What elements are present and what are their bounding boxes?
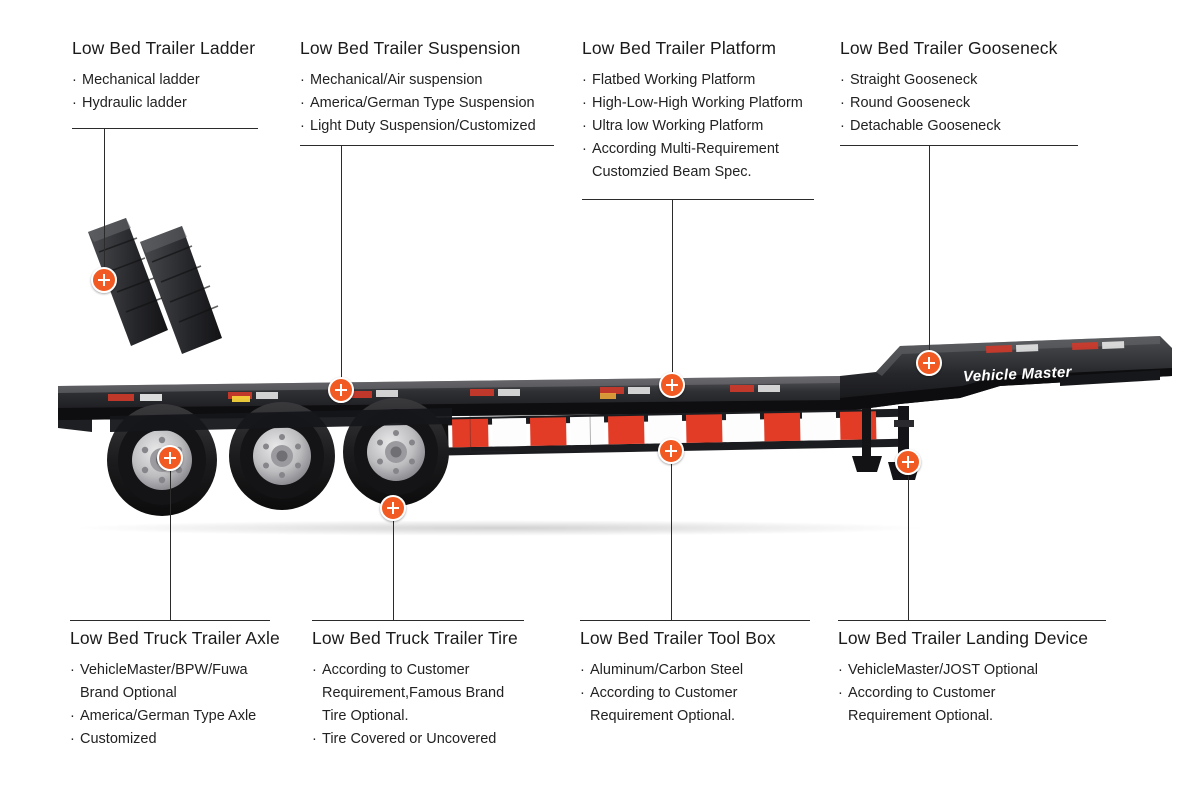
leader-rule-platform — [582, 199, 814, 200]
list-item-text: Detachable Gooseneck — [850, 118, 1001, 134]
bullet-dot: · — [312, 731, 317, 747]
bullet-dot: · — [582, 72, 587, 88]
list-item-text: America/German Type Axle — [80, 708, 257, 724]
list-item-continuation — [580, 705, 776, 728]
list-item-text: Requirement,Famous Brand — [322, 685, 505, 701]
list-item-text: Round Gooseneck — [850, 95, 971, 111]
hotspot-platform[interactable] — [659, 372, 685, 398]
list-item — [838, 659, 1088, 682]
list-item-text: Requirement Optional. — [848, 708, 994, 724]
callout-list-gooseneck — [840, 69, 1057, 138]
callout-axle — [70, 628, 280, 751]
leader-rule-toolbox — [580, 620, 810, 621]
list-item-text: According to Customer — [590, 685, 738, 701]
list-item — [300, 115, 536, 138]
leader-rule-axle — [70, 620, 270, 621]
list-item — [72, 92, 255, 115]
bullet-dot: · — [300, 72, 305, 88]
leader-line-ladder — [104, 128, 105, 280]
callout-list-platform — [582, 69, 803, 184]
list-item-continuation — [70, 682, 280, 705]
list-item — [840, 92, 1057, 115]
list-item-text: America/German Type Suspension — [310, 95, 535, 111]
callout-heading-landing: Low Bed Trailer Landing Device — [838, 628, 1089, 648]
list-item — [300, 92, 536, 115]
bullet-dot: · — [580, 685, 585, 701]
list-item — [70, 659, 280, 682]
bullet-dot: · — [72, 95, 77, 111]
list-item-continuation — [312, 682, 518, 705]
list-item-text: Straight Gooseneck — [850, 72, 978, 88]
list-item-text: According to Customer — [848, 685, 996, 701]
list-item-text: According to Customer — [322, 662, 470, 678]
list-item — [838, 682, 1088, 705]
bullet-dot: · — [840, 95, 845, 111]
leader-line-suspension — [341, 145, 342, 390]
brand-label: Vehicle Master — [962, 363, 1073, 386]
callout-suspension — [300, 38, 536, 138]
leader-rule-suspension — [300, 145, 554, 146]
list-item-text: Aluminum/Carbon Steel — [590, 662, 744, 678]
list-item-text: Customized — [80, 731, 157, 747]
bullet-dot: · — [70, 662, 75, 678]
list-item-continuation — [312, 705, 518, 728]
callout-toolbox — [580, 628, 776, 728]
hotspot-gooseneck[interactable] — [916, 350, 942, 376]
callout-gooseneck — [840, 38, 1057, 138]
callout-list-axle — [70, 659, 280, 751]
callout-heading-tire: Low Bed Truck Trailer Tire — [312, 628, 518, 648]
list-item-text: Flatbed Working Platform — [592, 72, 756, 88]
list-item-text: Mechanical ladder — [82, 72, 200, 88]
list-item — [582, 69, 803, 92]
list-item — [70, 705, 280, 728]
list-item-text: Tire Optional. — [322, 708, 409, 724]
list-item-text: Mechanical/Air suspension — [310, 72, 483, 88]
list-item — [312, 659, 518, 682]
list-item — [580, 659, 776, 682]
bullet-dot: · — [70, 731, 75, 747]
list-item-continuation — [582, 161, 803, 184]
hotspot-tire[interactable] — [380, 495, 406, 521]
leader-line-landing — [908, 463, 909, 620]
callout-list-tire — [312, 659, 518, 751]
bullet-dot: · — [72, 72, 77, 88]
list-item-text: VehicleMaster/BPW/Fuwa — [80, 662, 248, 678]
list-item — [840, 69, 1057, 92]
hotspot-axle[interactable] — [157, 445, 183, 471]
callout-heading-platform: Low Bed Trailer Platform — [582, 38, 777, 58]
leader-line-toolbox — [671, 452, 672, 620]
list-item — [72, 69, 255, 92]
hotspot-landing[interactable] — [895, 449, 921, 475]
callout-list-ladder — [72, 69, 255, 115]
list-item — [582, 115, 803, 138]
bullet-dot: · — [300, 95, 305, 111]
callout-platform — [582, 38, 803, 184]
leader-rule-landing — [838, 620, 1106, 621]
callout-list-toolbox — [580, 659, 776, 728]
leader-line-axle — [170, 466, 171, 620]
bullet-dot: · — [838, 685, 843, 701]
list-item-text: Brand Optional — [80, 685, 177, 701]
callout-heading-ladder: Low Bed Trailer Ladder — [72, 38, 256, 58]
ground-shadow — [70, 520, 930, 536]
callout-tire — [312, 628, 518, 751]
list-item-text: Requirement Optional. — [590, 708, 736, 724]
list-item — [312, 728, 518, 751]
hotspot-suspension[interactable] — [328, 377, 354, 403]
bullet-dot: · — [580, 662, 585, 678]
list-item-text: Tire Covered or Uncovered — [322, 731, 497, 747]
list-item — [582, 138, 803, 161]
bullet-dot: · — [300, 118, 305, 134]
callout-landing — [838, 628, 1088, 728]
bullet-dot: · — [582, 141, 587, 157]
list-item — [300, 69, 536, 92]
list-item-continuation — [838, 705, 1088, 728]
bullet-dot: · — [840, 72, 845, 88]
bullet-dot: · — [582, 95, 587, 111]
leader-line-gooseneck — [929, 145, 930, 363]
hotspot-toolbox[interactable] — [658, 438, 684, 464]
callout-heading-gooseneck: Low Bed Trailer Gooseneck — [840, 38, 1058, 58]
bullet-dot: · — [312, 662, 317, 678]
callout-list-landing — [838, 659, 1088, 728]
callout-heading-toolbox: Low Bed Trailer Tool Box — [580, 628, 776, 648]
list-item — [580, 682, 776, 705]
bullet-dot: · — [838, 662, 843, 678]
leader-rule-ladder — [72, 128, 258, 129]
callout-heading-suspension: Low Bed Trailer Suspension — [300, 38, 521, 58]
list-item-text: According Multi-Requirement — [592, 141, 779, 157]
bullet-dot: · — [582, 118, 587, 134]
list-item — [582, 92, 803, 115]
bullet-dot: · — [840, 118, 845, 134]
leader-line-tire — [393, 512, 394, 620]
leader-line-platform — [672, 199, 673, 385]
hotspot-ladder[interactable] — [91, 267, 117, 293]
list-item-text: Light Duty Suspension/Customized — [310, 118, 536, 134]
leader-rule-tire — [312, 620, 524, 621]
list-item — [70, 728, 280, 751]
callout-heading-axle: Low Bed Truck Trailer Axle — [70, 628, 280, 648]
list-item-text: Ultra low Working Platform — [592, 118, 764, 134]
list-item-text: Customzied Beam Spec. — [592, 164, 752, 180]
bullet-dot: · — [70, 708, 75, 724]
list-item-text: Hydraulic ladder — [82, 95, 187, 111]
callout-ladder — [72, 38, 255, 115]
callout-list-suspension — [300, 69, 536, 138]
list-item-text: High-Low-High Working Platform — [592, 95, 803, 111]
leader-rule-gooseneck — [840, 145, 1078, 146]
list-item-text: VehicleMaster/JOST Optional — [848, 662, 1038, 678]
list-item — [840, 115, 1057, 138]
